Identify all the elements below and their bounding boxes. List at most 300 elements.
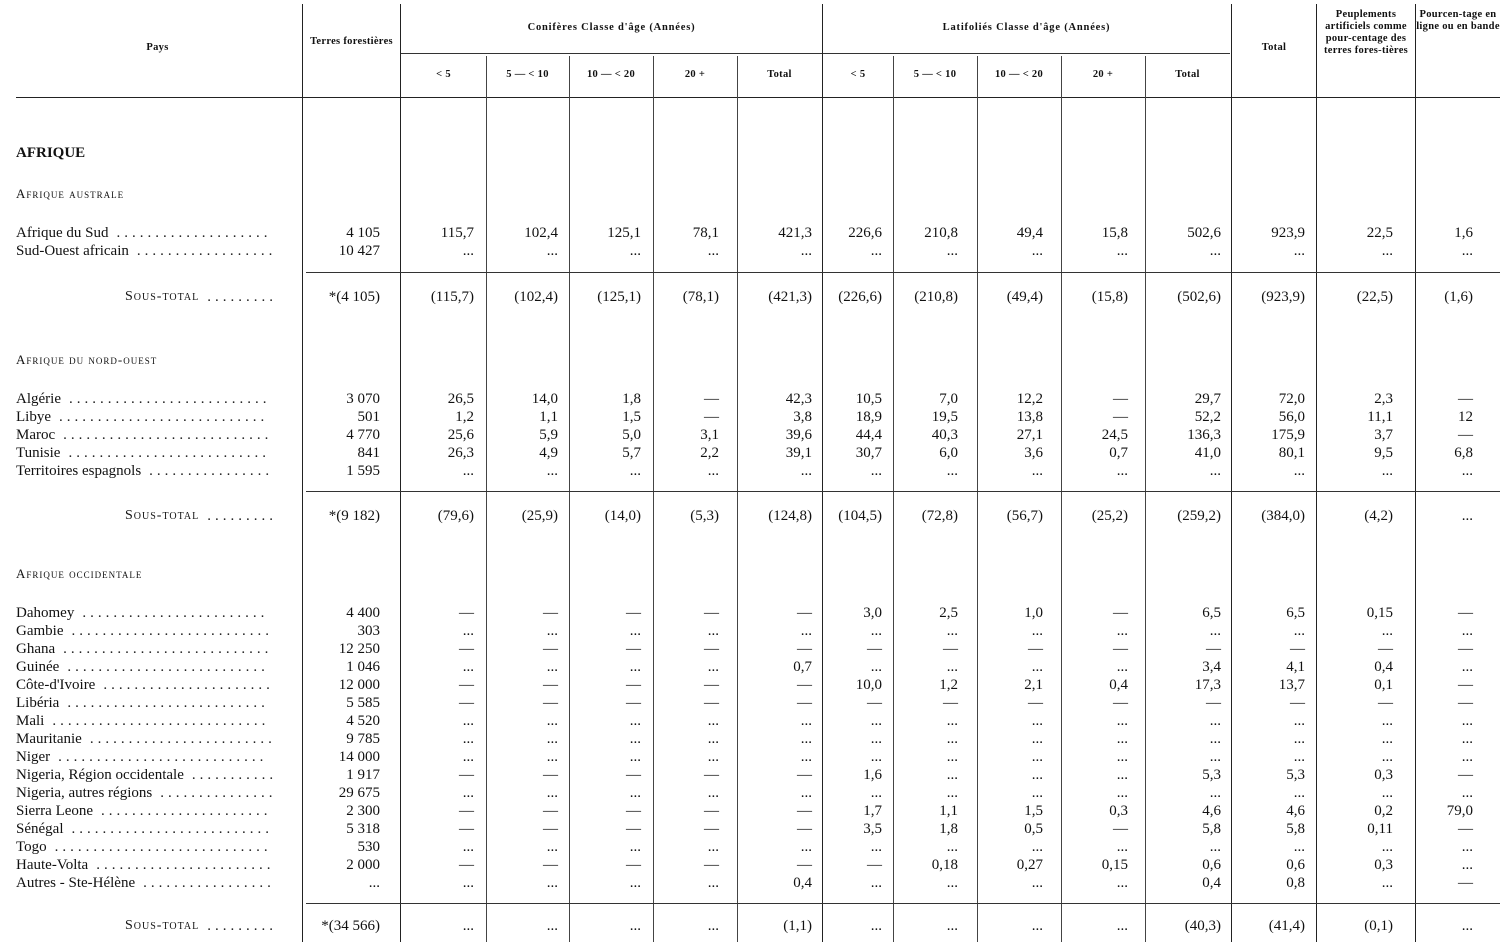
value-cell: ... bbox=[1116, 731, 1128, 747]
value-cell: ... bbox=[1293, 749, 1305, 765]
value-cell: ... bbox=[707, 785, 719, 801]
value-cell: 5,7 bbox=[622, 445, 641, 461]
value-cell: ... bbox=[1209, 731, 1221, 747]
terres-forestieres-cell: 10 427 bbox=[338, 243, 380, 259]
value-cell: ... bbox=[1461, 623, 1473, 639]
value-cell: 175,9 bbox=[1271, 427, 1305, 443]
header-con-5-10: 5 — < 10 bbox=[506, 69, 549, 80]
value-cell: 15,8 bbox=[1101, 225, 1128, 241]
value-cell: — bbox=[459, 695, 474, 711]
value-cell: — bbox=[1206, 695, 1221, 711]
value-cell: ... bbox=[1381, 713, 1393, 729]
table-row bbox=[0, 390, 1502, 408]
value-cell: — bbox=[1458, 695, 1473, 711]
value-cell: (115,7) bbox=[430, 289, 474, 305]
value-cell: (1,1) bbox=[783, 918, 812, 934]
leader-dots: .......................... bbox=[67, 659, 269, 675]
value-cell: 3,0 bbox=[863, 605, 882, 621]
value-cell: ... bbox=[1031, 918, 1043, 934]
value-cell: ... bbox=[1293, 713, 1305, 729]
value-cell: — bbox=[704, 803, 719, 819]
value-cell: ... bbox=[800, 243, 812, 259]
value-cell: — bbox=[626, 803, 641, 819]
value-cell: 1,1 bbox=[939, 803, 958, 819]
country-name: Haute-Volta bbox=[16, 857, 89, 873]
value-cell: 18,9 bbox=[855, 409, 882, 425]
continent-title: AFRIQUE bbox=[16, 145, 86, 161]
value-cell: 44,4 bbox=[855, 427, 882, 443]
header-pays: Pays bbox=[146, 42, 169, 53]
value-cell: — bbox=[797, 803, 812, 819]
value-cell: ... bbox=[462, 623, 474, 639]
value-cell: ... bbox=[1031, 243, 1043, 259]
value-cell: ... bbox=[707, 659, 719, 675]
leader-dots: .................. bbox=[136, 243, 277, 259]
value-cell: 210,8 bbox=[924, 225, 958, 241]
table-row bbox=[0, 874, 1502, 892]
leader-dots: .................... bbox=[116, 225, 272, 241]
value-cell: 4,1 bbox=[1286, 659, 1305, 675]
value-cell: 1,2 bbox=[455, 409, 474, 425]
value-cell: 5,0 bbox=[622, 427, 641, 443]
subtotal-label: Sous-total bbox=[125, 918, 200, 933]
value-cell: ... bbox=[629, 243, 641, 259]
value-cell: 1,0 bbox=[1024, 605, 1043, 621]
value-cell: — bbox=[867, 641, 882, 657]
value-cell: 42,3 bbox=[785, 391, 812, 407]
value-cell: ... bbox=[1461, 508, 1473, 524]
value-cell: 12 bbox=[1458, 409, 1473, 425]
value-cell: 5,8 bbox=[1286, 821, 1305, 837]
value-cell: ... bbox=[1031, 463, 1043, 479]
country-name: Libye bbox=[16, 409, 51, 425]
value-cell: (14,0) bbox=[604, 508, 641, 524]
header-con-10-20: 10 — < 20 bbox=[586, 69, 636, 80]
value-cell: ... bbox=[707, 713, 719, 729]
value-cell: (5,3) bbox=[690, 508, 719, 524]
leader-dots: .......................... bbox=[68, 445, 270, 461]
value-cell: ... bbox=[1116, 243, 1128, 259]
table-row bbox=[0, 658, 1502, 676]
value-cell: ... bbox=[800, 713, 812, 729]
value-cell: ... bbox=[462, 918, 474, 934]
value-cell: 3,5 bbox=[863, 821, 882, 837]
value-cell: ... bbox=[707, 839, 719, 855]
value-cell: ... bbox=[1031, 875, 1043, 891]
terres-forestieres-cell: *(4 105) bbox=[328, 289, 380, 305]
value-cell: — bbox=[1290, 695, 1305, 711]
subtotal-rule bbox=[306, 903, 1500, 904]
table-row bbox=[0, 622, 1502, 640]
value-cell: 9,5 bbox=[1374, 445, 1393, 461]
country-name: Tunisie bbox=[16, 445, 61, 461]
value-cell: 6,8 bbox=[1454, 445, 1473, 461]
value-cell: 52,2 bbox=[1194, 409, 1221, 425]
value-cell: ... bbox=[462, 839, 474, 855]
subtotal-label: Sous-total bbox=[125, 289, 200, 304]
leader-dots: ............................ bbox=[52, 713, 270, 729]
country-name: Guinée bbox=[16, 659, 60, 675]
value-cell: ... bbox=[870, 918, 882, 934]
terres-forestieres-cell: 501 bbox=[357, 409, 380, 425]
value-cell: — bbox=[704, 821, 719, 837]
value-cell: ... bbox=[546, 785, 558, 801]
value-cell: ... bbox=[1031, 785, 1043, 801]
value-cell: 0,7 bbox=[1109, 445, 1128, 461]
value-cell: 6,5 bbox=[1286, 605, 1305, 621]
value-cell: — bbox=[626, 677, 641, 693]
value-cell: — bbox=[1458, 821, 1473, 837]
leader-dots: ........................... bbox=[59, 409, 269, 425]
value-cell: 3,6 bbox=[1024, 445, 1043, 461]
terres-forestieres-cell: 1 917 bbox=[346, 767, 380, 783]
country-name: Dahomey bbox=[16, 605, 75, 621]
value-cell: — bbox=[1206, 641, 1221, 657]
terres-forestieres-cell: 1 595 bbox=[346, 463, 380, 479]
value-cell: 4,6 bbox=[1202, 803, 1221, 819]
terres-forestieres-cell: 3 070 bbox=[346, 391, 380, 407]
country-name: Afrique du Sud bbox=[16, 225, 109, 241]
value-cell: — bbox=[543, 677, 558, 693]
value-cell: ... bbox=[462, 875, 474, 891]
table-row bbox=[0, 242, 1502, 260]
value-cell: ... bbox=[946, 243, 958, 259]
value-cell: 0,4 bbox=[1109, 677, 1128, 693]
value-cell: — bbox=[704, 409, 719, 425]
value-cell: — bbox=[626, 695, 641, 711]
header-lat-total: Total bbox=[1175, 69, 1200, 80]
value-cell: ... bbox=[629, 749, 641, 765]
value-cell: ... bbox=[800, 731, 812, 747]
terres-forestieres-cell: 29 675 bbox=[338, 785, 380, 801]
value-cell: ... bbox=[946, 767, 958, 783]
value-cell: ... bbox=[629, 659, 641, 675]
value-cell: 4,9 bbox=[539, 445, 558, 461]
value-cell: 0,15 bbox=[1366, 605, 1393, 621]
value-cell: ... bbox=[1116, 623, 1128, 639]
country-name: Maroc bbox=[16, 427, 56, 443]
value-cell: 6,5 bbox=[1202, 605, 1221, 621]
value-cell: — bbox=[1458, 427, 1473, 443]
value-cell: — bbox=[1458, 391, 1473, 407]
value-cell: ... bbox=[946, 875, 958, 891]
value-cell: ... bbox=[1209, 713, 1221, 729]
leader-dots: ................ bbox=[149, 463, 274, 479]
value-cell: 39,1 bbox=[785, 445, 812, 461]
value-cell: ... bbox=[1031, 713, 1043, 729]
table-row bbox=[0, 712, 1502, 730]
value-cell: ... bbox=[1293, 243, 1305, 259]
country-name: Sénégal bbox=[16, 821, 64, 837]
terres-forestieres-cell: 12 250 bbox=[338, 641, 380, 657]
value-cell: ... bbox=[800, 839, 812, 855]
value-cell: ... bbox=[1461, 463, 1473, 479]
value-cell: ... bbox=[546, 839, 558, 855]
value-cell: — bbox=[1458, 677, 1473, 693]
value-cell: — bbox=[1113, 821, 1128, 837]
table-row bbox=[0, 444, 1502, 462]
section-title: Afrique occidentale bbox=[16, 566, 143, 581]
value-cell: ... bbox=[1116, 875, 1128, 891]
value-cell: 0,3 bbox=[1374, 857, 1393, 873]
value-cell: — bbox=[797, 641, 812, 657]
table-row bbox=[0, 766, 1502, 784]
value-cell: — bbox=[626, 605, 641, 621]
value-cell: 0,5 bbox=[1024, 821, 1043, 837]
value-cell: 1,7 bbox=[863, 803, 882, 819]
header-con-lt5: < 5 bbox=[436, 69, 451, 80]
value-cell: ... bbox=[1031, 749, 1043, 765]
value-cell: ... bbox=[1116, 918, 1128, 934]
value-cell: 502,6 bbox=[1187, 225, 1221, 241]
leader-dots: ........................... bbox=[63, 641, 273, 657]
value-cell: ... bbox=[629, 713, 641, 729]
leader-dots: ....................... bbox=[96, 857, 275, 873]
table-row bbox=[0, 856, 1502, 874]
value-cell: 0,1 bbox=[1374, 677, 1393, 693]
value-cell: ... bbox=[707, 875, 719, 891]
country-name: Togo bbox=[16, 839, 47, 855]
leader-dots: ............................ bbox=[54, 839, 272, 855]
value-cell: (210,8) bbox=[914, 289, 958, 305]
value-cell: 0,6 bbox=[1202, 857, 1221, 873]
value-cell: ... bbox=[946, 785, 958, 801]
leader-dots: ......... bbox=[207, 289, 277, 305]
leader-dots: ........... bbox=[191, 767, 278, 783]
terres-forestieres-cell: 4 400 bbox=[346, 605, 380, 621]
terres-forestieres-cell: 1 046 bbox=[346, 659, 380, 675]
value-cell: 12,2 bbox=[1016, 391, 1043, 407]
value-cell: 226,6 bbox=[848, 225, 882, 241]
value-cell: ... bbox=[946, 623, 958, 639]
value-cell: ... bbox=[546, 659, 558, 675]
value-cell: ... bbox=[1461, 785, 1473, 801]
value-cell: 10,0 bbox=[855, 677, 882, 693]
value-cell: — bbox=[626, 641, 641, 657]
value-cell: — bbox=[1028, 641, 1043, 657]
value-cell: — bbox=[1378, 695, 1393, 711]
leader-dots: .......................... bbox=[71, 623, 273, 639]
terres-forestieres-cell: 5 318 bbox=[346, 821, 380, 837]
value-cell: — bbox=[459, 767, 474, 783]
value-cell: ... bbox=[707, 731, 719, 747]
value-cell: (4,2) bbox=[1364, 508, 1393, 524]
table-row bbox=[0, 838, 1502, 856]
value-cell: 26,3 bbox=[447, 445, 474, 461]
value-cell: 0,4 bbox=[793, 875, 812, 891]
value-cell: — bbox=[626, 767, 641, 783]
value-cell: ... bbox=[546, 243, 558, 259]
leader-dots: ...................... bbox=[101, 803, 272, 819]
value-cell: — bbox=[797, 821, 812, 837]
value-cell: (15,8) bbox=[1091, 289, 1128, 305]
value-cell: ... bbox=[546, 749, 558, 765]
value-cell: — bbox=[459, 605, 474, 621]
value-cell: 78,1 bbox=[692, 225, 719, 241]
value-cell: ... bbox=[1381, 623, 1393, 639]
terres-forestieres-cell: 303 bbox=[357, 623, 380, 639]
value-cell: ... bbox=[1116, 749, 1128, 765]
terres-forestieres-cell: 2 300 bbox=[346, 803, 380, 819]
value-cell: 1,5 bbox=[1024, 803, 1043, 819]
value-cell: ... bbox=[870, 785, 882, 801]
value-cell: 0,27 bbox=[1016, 857, 1043, 873]
value-cell: 11,1 bbox=[1367, 409, 1393, 425]
value-cell: ... bbox=[1381, 839, 1393, 855]
value-cell: 0,3 bbox=[1374, 767, 1393, 783]
leader-dots: .......................... bbox=[71, 821, 273, 837]
value-cell: 7,0 bbox=[939, 391, 958, 407]
value-cell: ... bbox=[870, 875, 882, 891]
terres-forestieres-cell: 530 bbox=[357, 839, 380, 855]
value-cell: 2,3 bbox=[1374, 391, 1393, 407]
subtotal-row bbox=[0, 917, 1502, 935]
value-cell: 0,8 bbox=[1286, 875, 1305, 891]
table-row bbox=[0, 676, 1502, 694]
value-cell: ... bbox=[946, 918, 958, 934]
header-con-20plus: 20 + bbox=[684, 69, 706, 80]
value-cell: ... bbox=[800, 749, 812, 765]
value-cell: — bbox=[943, 695, 958, 711]
country-name: Autres - Ste-Hélène bbox=[16, 875, 136, 891]
leader-dots: ........................ bbox=[82, 605, 269, 621]
value-cell: — bbox=[1458, 767, 1473, 783]
value-cell: 421,3 bbox=[778, 225, 812, 241]
value-cell: ... bbox=[1031, 731, 1043, 747]
header-peuplements: Peuplements artificiels comme pour-centage des terres fores-tières bbox=[1323, 9, 1409, 56]
value-cell: 29,7 bbox=[1194, 391, 1221, 407]
value-cell: 0,4 bbox=[1202, 875, 1221, 891]
value-cell: (102,4) bbox=[514, 289, 558, 305]
value-cell: ... bbox=[946, 839, 958, 855]
value-cell: — bbox=[543, 857, 558, 873]
value-cell: — bbox=[867, 857, 882, 873]
value-cell: 3,1 bbox=[700, 427, 719, 443]
leader-dots: ...................... bbox=[103, 677, 274, 693]
value-cell: ... bbox=[707, 918, 719, 934]
value-cell: 0,7 bbox=[793, 659, 812, 675]
value-cell: — bbox=[543, 821, 558, 837]
value-cell: (49,4) bbox=[1006, 289, 1043, 305]
value-cell: 3,7 bbox=[1374, 427, 1393, 443]
value-cell: ... bbox=[462, 731, 474, 747]
value-cell: — bbox=[543, 641, 558, 657]
value-cell: 4,6 bbox=[1286, 803, 1305, 819]
value-cell: ... bbox=[462, 659, 474, 675]
value-cell: — bbox=[1458, 875, 1473, 891]
value-cell: ... bbox=[1461, 918, 1473, 934]
value-cell: — bbox=[943, 641, 958, 657]
value-cell: ... bbox=[870, 731, 882, 747]
country-name: Gambie bbox=[16, 623, 64, 639]
value-cell: ... bbox=[1293, 839, 1305, 855]
value-cell: ... bbox=[1031, 659, 1043, 675]
leader-dots: ........................... bbox=[58, 749, 268, 765]
value-cell: ... bbox=[1209, 749, 1221, 765]
value-cell: ... bbox=[946, 463, 958, 479]
value-cell: — bbox=[459, 803, 474, 819]
country-name: Algérie bbox=[16, 391, 61, 407]
country-name: Niger bbox=[16, 749, 51, 765]
value-cell: — bbox=[1458, 605, 1473, 621]
value-cell: 72,0 bbox=[1278, 391, 1305, 407]
table-row bbox=[0, 604, 1502, 622]
value-cell: — bbox=[459, 821, 474, 837]
value-cell: (226,6) bbox=[838, 289, 882, 305]
value-cell: (79,6) bbox=[437, 508, 474, 524]
value-cell: 125,1 bbox=[607, 225, 641, 241]
header-total: Total bbox=[1261, 42, 1287, 53]
value-cell: ... bbox=[629, 785, 641, 801]
header-rule-coniferes bbox=[401, 53, 822, 54]
value-cell: — bbox=[797, 677, 812, 693]
leader-dots: ................. bbox=[143, 875, 275, 891]
value-cell: 30,7 bbox=[855, 445, 882, 461]
value-cell: ... bbox=[1461, 857, 1473, 873]
value-cell: ... bbox=[707, 243, 719, 259]
value-cell: — bbox=[704, 677, 719, 693]
value-cell: — bbox=[704, 767, 719, 783]
value-cell: 1,1 bbox=[539, 409, 558, 425]
value-cell: 115,7 bbox=[440, 225, 474, 241]
table-row bbox=[0, 802, 1502, 820]
value-cell: ... bbox=[707, 623, 719, 639]
terres-forestieres-cell: 5 585 bbox=[346, 695, 380, 711]
value-cell: ... bbox=[1116, 839, 1128, 855]
leader-dots: ......... bbox=[207, 508, 277, 524]
terres-forestieres-cell: 14 000 bbox=[338, 749, 380, 765]
subtotal-label: Sous-total bbox=[125, 508, 200, 523]
value-cell: ... bbox=[629, 731, 641, 747]
value-cell: ... bbox=[629, 875, 641, 891]
value-cell: 40,3 bbox=[931, 427, 958, 443]
value-cell: ... bbox=[462, 713, 474, 729]
value-cell: 923,9 bbox=[1271, 225, 1305, 241]
value-cell: ... bbox=[629, 918, 641, 934]
value-cell: ... bbox=[870, 839, 882, 855]
value-cell: 0,11 bbox=[1367, 821, 1393, 837]
value-cell: — bbox=[704, 605, 719, 621]
value-cell: ... bbox=[870, 659, 882, 675]
table-row bbox=[0, 748, 1502, 766]
country-name: Ghana bbox=[16, 641, 56, 657]
header-lat-5-10: 5 — < 10 bbox=[913, 69, 957, 80]
value-cell: 13,8 bbox=[1016, 409, 1043, 425]
value-cell: (124,8) bbox=[768, 508, 812, 524]
value-cell: (384,0) bbox=[1261, 508, 1305, 524]
value-cell: (56,7) bbox=[1006, 508, 1043, 524]
value-cell: ... bbox=[1293, 463, 1305, 479]
value-cell: — bbox=[626, 821, 641, 837]
value-cell: (421,3) bbox=[768, 289, 812, 305]
value-cell: — bbox=[797, 857, 812, 873]
table-row bbox=[0, 426, 1502, 444]
value-cell: 13,7 bbox=[1278, 677, 1305, 693]
value-cell: ... bbox=[546, 875, 558, 891]
value-cell: ... bbox=[1209, 839, 1221, 855]
value-cell: ... bbox=[546, 623, 558, 639]
value-cell: 3,4 bbox=[1202, 659, 1221, 675]
value-cell: ... bbox=[546, 713, 558, 729]
value-cell: ... bbox=[1461, 839, 1473, 855]
value-cell: — bbox=[867, 695, 882, 711]
value-cell: 0,15 bbox=[1101, 857, 1128, 873]
table-row bbox=[0, 640, 1502, 658]
country-name: Sierra Leone bbox=[16, 803, 94, 819]
value-cell: ... bbox=[1116, 463, 1128, 479]
value-cell: 14,0 bbox=[531, 391, 558, 407]
value-cell: — bbox=[704, 641, 719, 657]
